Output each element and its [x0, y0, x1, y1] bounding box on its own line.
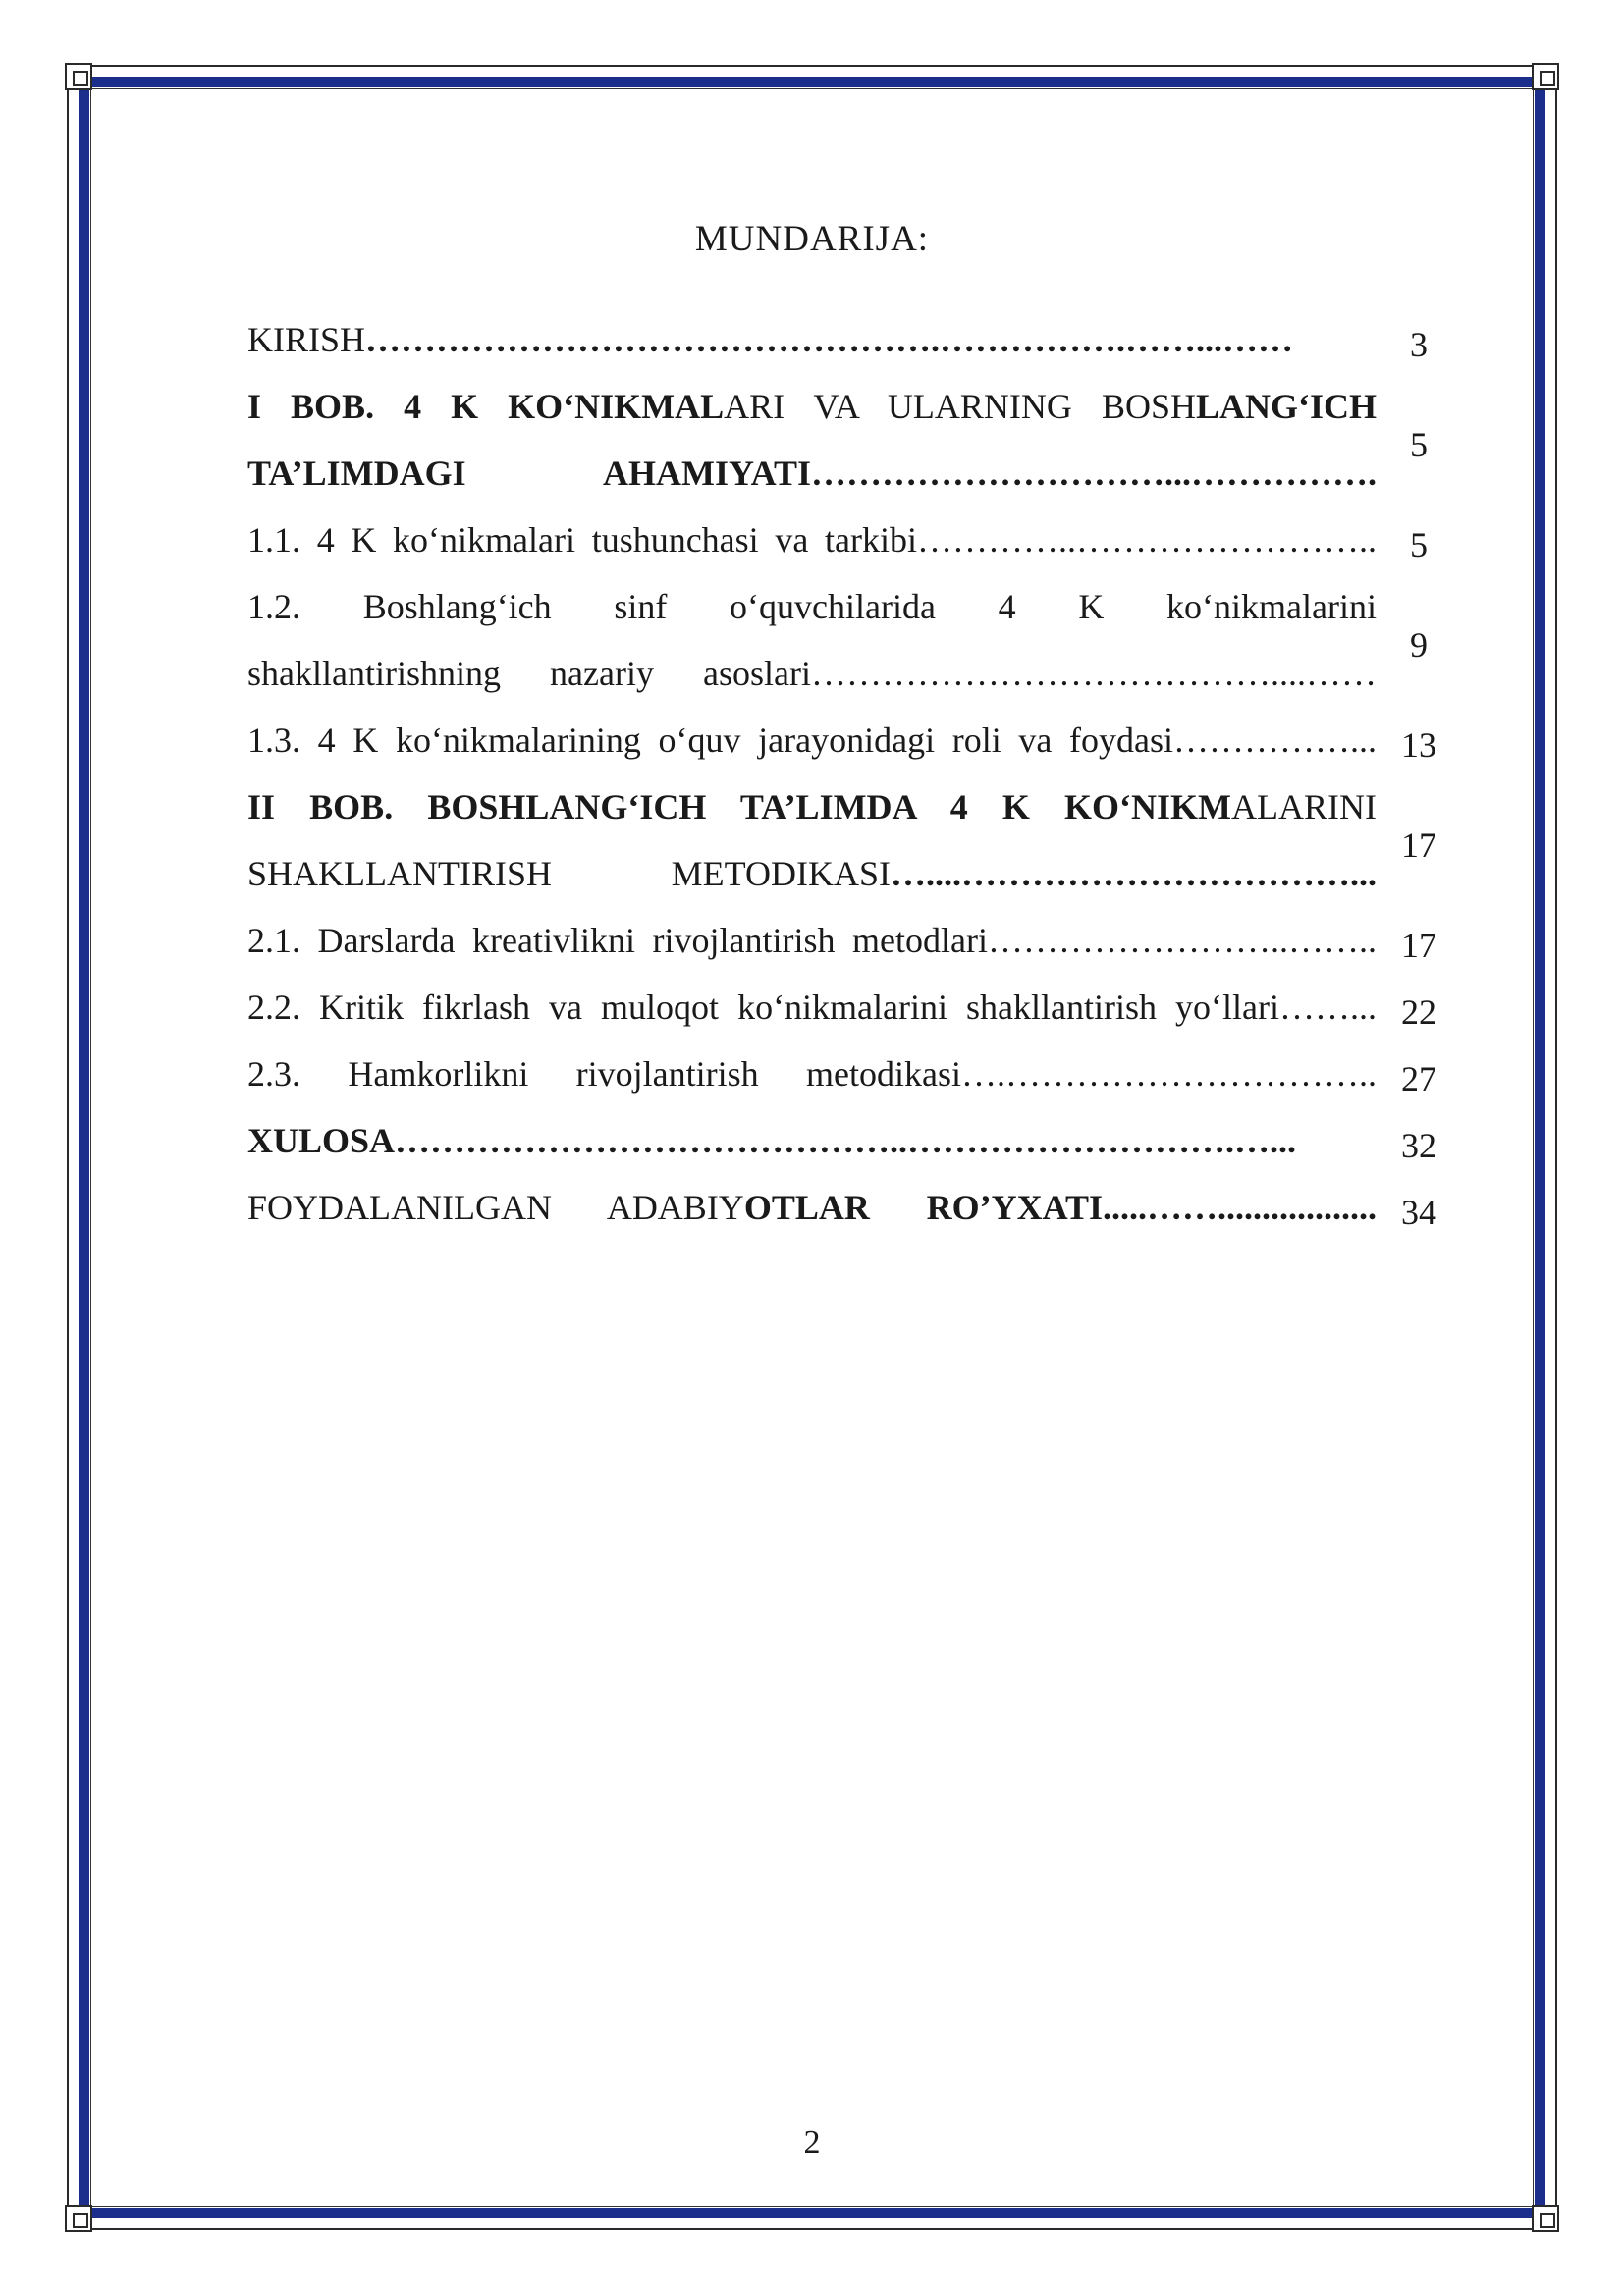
toc-entry-page: 22 — [1401, 992, 1436, 1032]
toc-entry[interactable] — [247, 974, 1461, 1041]
toc-entry[interactable] — [247, 774, 1461, 907]
toc-entry-page: 27 — [1401, 1059, 1436, 1098]
toc-entry-text: KIRISH………………………………………….…………….……...…… — [247, 320, 1294, 359]
table-of-contents — [247, 306, 1461, 1241]
toc-entry[interactable] — [247, 1174, 1461, 1241]
toc-entry-text: 2.1. Darslarda kreativlikni rivojlantirish metodlari……………………..…….. — [247, 921, 1377, 960]
toc-entry-page: 17 — [1401, 826, 1436, 865]
toc-entry-page: 5 — [1410, 425, 1428, 464]
toc-entry-page: 13 — [1401, 725, 1436, 765]
toc-entry-text: I BOB. 4 K KO‘NIKMALARI VA ULARNING BOSHLANG‘ICH TA’LIMDAGI AHAMIYATI…………………………...……………. — [247, 387, 1377, 493]
toc-entry-text: II BOB. BOSHLANG‘ICH TA’LIMDA 4 K KO‘NIKMALARINI SHAKLLANTIRISH METODIKASI…....……………………………... — [247, 787, 1377, 893]
toc-entry-text: FOYDALANILGAN ADABIYOTLAR RO’YXATI.....…….................. — [247, 1188, 1377, 1227]
toc-entry-page: 9 — [1410, 625, 1428, 665]
toc-entry-page: 3 — [1410, 325, 1428, 364]
toc-entry-page: 34 — [1401, 1193, 1436, 1232]
toc-entry[interactable] — [247, 373, 1461, 507]
page-number: 2 — [803, 2124, 821, 2161]
toc-entry[interactable] — [247, 306, 1461, 373]
toc-entry-text: 1.2. Boshlang‘ich sinf o‘quvchilarida 4 K ko‘nikmalarini shakllantirishning nazariy asoslari…………………………………....…… — [247, 587, 1377, 693]
toc-entry-page: 5 — [1410, 525, 1428, 564]
toc-entry-page: 32 — [1401, 1126, 1436, 1165]
toc-entry-text: 1.3. 4 K ko‘nikmalarining o‘quv jarayonidagi roli va foydasi……………... — [247, 721, 1377, 760]
toc-entry[interactable] — [247, 707, 1461, 774]
page-title: MUNDARIJA: — [694, 219, 930, 259]
toc-entry-text: XULOSA……………………………………..……………………….…... — [247, 1121, 1297, 1160]
toc-entry[interactable] — [247, 1107, 1461, 1174]
border-corner-ornament — [65, 63, 92, 90]
toc-entry[interactable] — [247, 507, 1461, 573]
toc-entry-text: 2.3. Hamkorlikni rivojlantirish metodikasi….………………………….. — [247, 1054, 1377, 1094]
toc-entry-text: 1.1. 4 K ko‘nikmalari tushunchasi va tarkibi…………..…………………….. — [247, 520, 1377, 560]
border-corner-ornament — [1532, 2205, 1559, 2232]
toc-entry[interactable] — [247, 1041, 1461, 1107]
border-corner-ornament — [65, 2205, 92, 2232]
toc-entry-text: 2.2. Kritik fikrlash va muloqot ko‘nikmalarini shakllantirish yo‘llari……... — [247, 988, 1377, 1027]
toc-entry-page: 17 — [1401, 926, 1436, 965]
border-corner-ornament — [1532, 63, 1559, 90]
toc-entry[interactable] — [247, 573, 1461, 707]
toc-entry[interactable] — [247, 907, 1461, 974]
